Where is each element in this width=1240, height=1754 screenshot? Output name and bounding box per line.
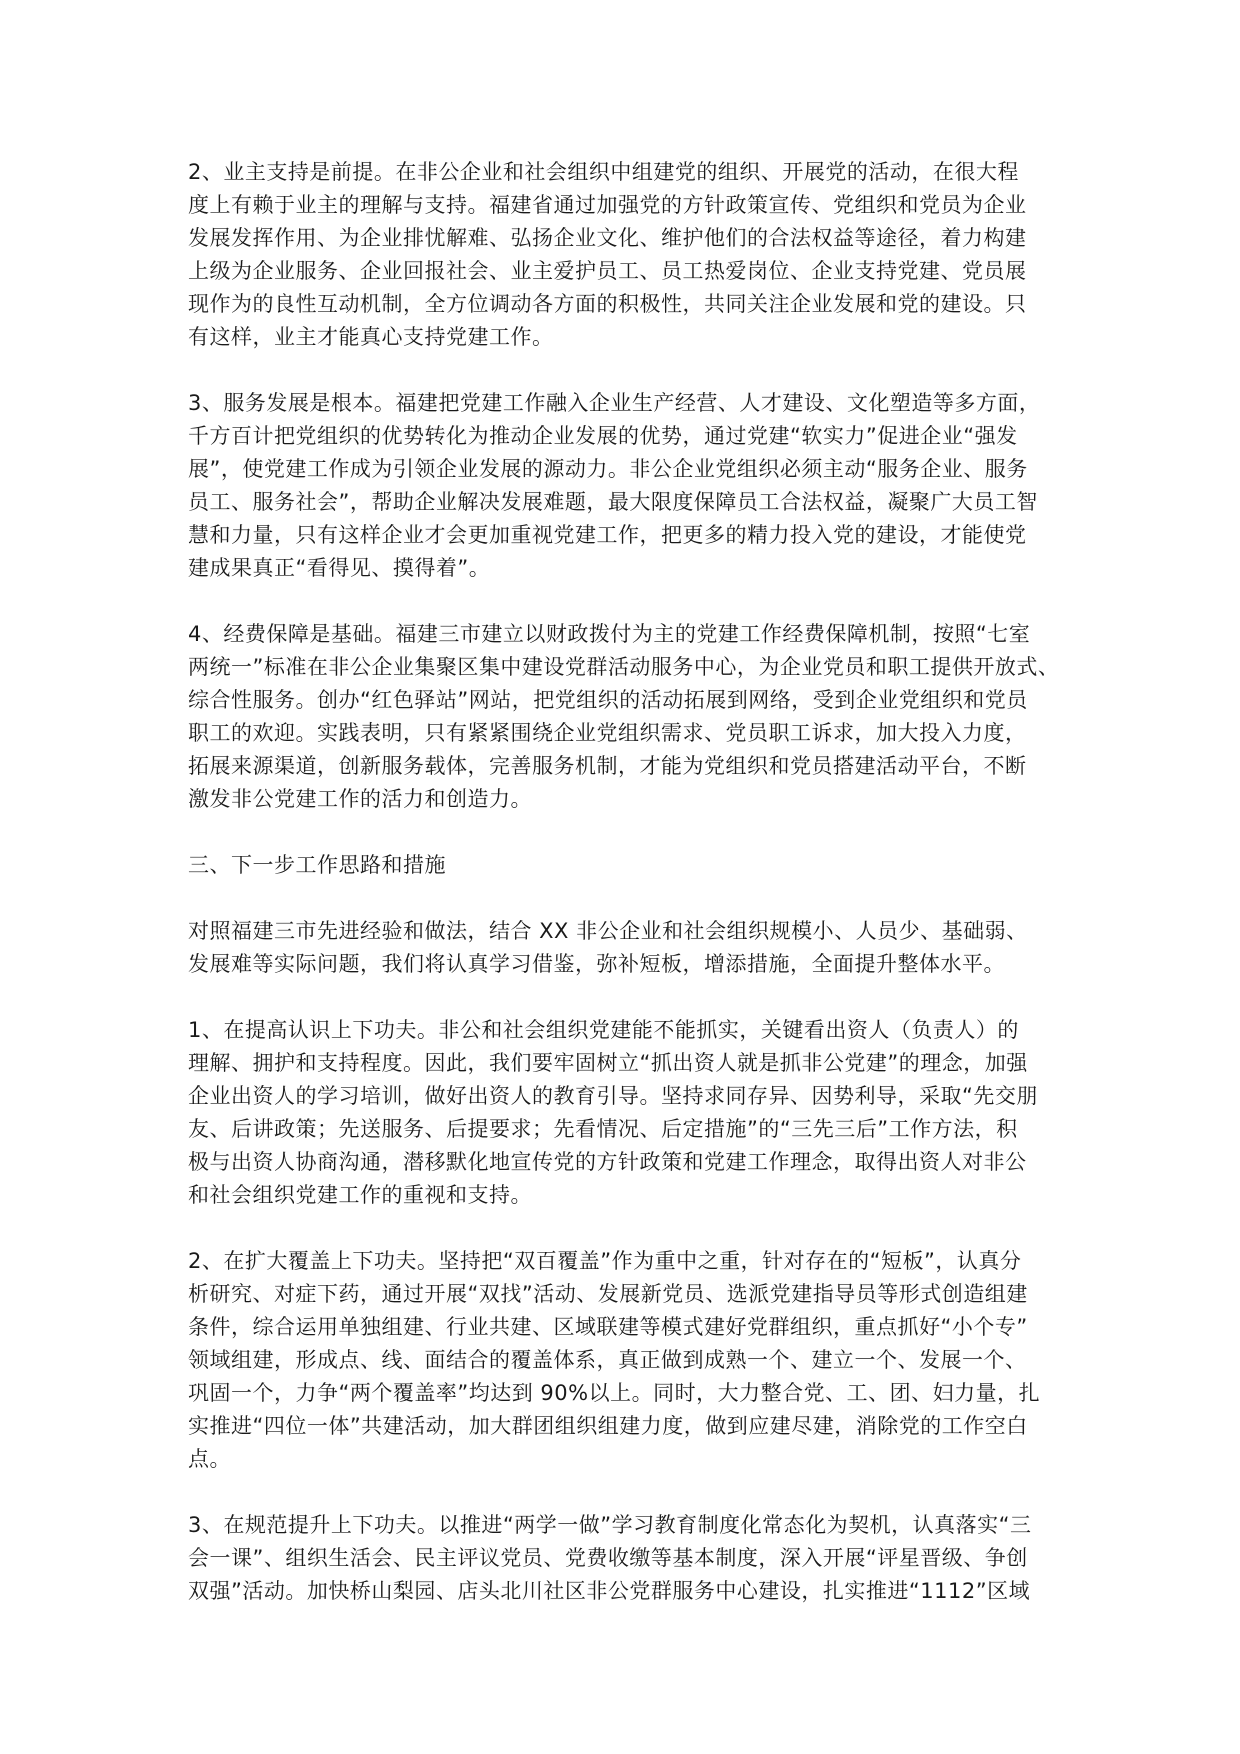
document-body xyxy=(188,156,1068,1608)
text-line: 发展发挥作用、为企业排忧解难、弘扬企业文化、维护他们的合法权益等途径，着力构建 xyxy=(188,226,1027,250)
text-line: 实推进“四位一体”共建活动，加大群团组织组建力度，做到应建尽建，消除党的工作空白 xyxy=(188,1414,1028,1438)
text-line: 对照福建三市先进经验和做法，结合 XX 非公企业和社会组织规模小、人员少、基础弱、 xyxy=(188,919,1028,943)
text-line: 2、在扩大覆盖上下功夫。坚持把“双百覆盖”作为重中之重，针对存在的“短板”，认真分 xyxy=(188,1249,1022,1273)
text-line: 慧和力量，只有这样企业才会更加重视党建工作，把更多的精力投入党的建设，才能使党 xyxy=(188,523,1027,547)
paragraph-spacer xyxy=(188,354,1068,387)
text-line: 上级为企业服务、企业回报社会、业主爱护员工、员工热爱岗位、企业支持党建、党员展 xyxy=(188,259,1027,283)
section-heading xyxy=(188,849,1068,882)
text-line: 析研究、对症下药，通过开展“双找”活动、发展新党员、选派党建指导员等形式创造组建 xyxy=(188,1282,1028,1306)
text-line: 建成果真正“看得见、摸得着”。 xyxy=(188,556,491,580)
text-line: 千方百计把党组织的优势转化为推动企业发展的优势，通过党建“软实力”促进企业“强发 xyxy=(188,424,1018,448)
paragraph-spacer xyxy=(188,585,1068,618)
text-line: 激发非公党建工作的活力和创造力。 xyxy=(188,787,532,811)
text-line: 条件，综合运用单独组建、行业共建、区域联建等模式建好党群组织，重点抓好“小个专” xyxy=(188,1315,1028,1339)
paragraph xyxy=(188,618,1068,816)
paragraph xyxy=(188,156,1068,354)
text-line: 巩固一个，力争“两个覆盖率”均达到 90%以上。同时，大力整合党、工、团、妇力量，扎 xyxy=(188,1381,1041,1405)
text-line: 3、在规范提升上下功夫。以推进“两学一做”学习教育制度化常态化为契机，认真落实“三 xyxy=(188,1513,1032,1537)
paragraph xyxy=(188,1509,1068,1608)
paragraph-spacer xyxy=(188,882,1068,915)
text-line: 会一课”、组织生活会、民主评议党员、党费收缴等基本制度，深入开展“评星晋级、争创 xyxy=(188,1546,1028,1570)
paragraph xyxy=(188,1245,1068,1476)
text-line: 员工、服务社会”，帮助企业解决发展难题，最大限度保障员工合法权益，凝聚广大员工智 xyxy=(188,490,1038,514)
paragraph-spacer xyxy=(188,981,1068,1014)
text-line: 展”，使党建工作成为引领企业发展的源动力。非公企业党组织必须主动“服务企业、服务 xyxy=(188,457,1028,481)
text-line: 1、在提高认识上下功夫。非公和社会组织党建能不能抓实，关键看出资人（负责人）的 xyxy=(188,1018,1019,1042)
text-line: 发展难等实际问题，我们将认真学习借鉴，弥补短板，增添措施，全面提升整体水平。 xyxy=(188,952,1005,976)
paragraph-spacer xyxy=(188,816,1068,849)
text-line: 领域组建，形成点、线、面结合的覆盖体系，真正做到成熟一个、建立一个、发展一个、 xyxy=(188,1348,1027,1372)
paragraph xyxy=(188,387,1068,585)
paragraph-spacer xyxy=(188,1476,1068,1509)
paragraph xyxy=(188,1014,1068,1212)
text-line: 理解、拥护和支持程度。因此，我们要牢固树立“抓出资人就是抓非公党建”的理念，加强 xyxy=(188,1051,1028,1075)
text-line: 企业出资人的学习培训，做好出资人的教育引导。坚持求同存异、因势利导，采取“先交朋 xyxy=(188,1084,1038,1108)
text-line: 职工的欢迎。实践表明，只有紧紧围绕企业党组织需求、党员职工诉求，加大投入力度， xyxy=(188,721,1027,745)
text-line: 极与出资人协商沟通，潜移默化地宣传党的方针政策和党建工作理念，取得出资人对非公 xyxy=(188,1150,1027,1174)
text-line: 现作为的良性互动机制，全方位调动各方面的积极性，共同关注企业发展和党的建设。只 xyxy=(188,292,1027,316)
text-line: 两统一”标准在非公企业集聚区集中建设党群活动服务中心，为企业党员和职工提供开放式、 xyxy=(188,655,1060,679)
text-line: 3、服务发展是根本。福建把党建工作融入企业生产经营、人才建设、文化塑造等多方面， xyxy=(188,391,1041,415)
text-line: 拓展来源渠道，创新服务载体，完善服务机制，才能为党组织和党员搭建活动平台，不断 xyxy=(188,754,1027,778)
text-line: 双强”活动。加快桥山梨园、店头北川社区非公党群服务中心建设，扎实推进“1112”区域 xyxy=(188,1579,1031,1603)
paragraph xyxy=(188,915,1068,981)
text-line: 点。 xyxy=(188,1447,231,1471)
text-line: 综合性服务。创办“红色驿站”网站，把党组织的活动拓展到网络，受到企业党组织和党员 xyxy=(188,688,1028,712)
text-line: 度上有赖于业主的理解与支持。福建省通过加强党的方针政策宣传、党组织和党员为企业 xyxy=(188,193,1027,217)
text-line: 2、业主支持是前提。在非公企业和社会组织中组建党的组织、开展党的活动，在很大程 xyxy=(188,160,1019,184)
text-line: 4、经费保障是基础。福建三市建立以财政拨付为主的党建工作经费保障机制，按照“七室 xyxy=(188,622,1031,646)
text-line: 有这样，业主才能真心支持党建工作。 xyxy=(188,325,554,349)
text-line: 三、下一步工作思路和措施 xyxy=(188,853,446,877)
text-line: 和社会组织党建工作的重视和支持。 xyxy=(188,1183,532,1207)
text-line: 友、后讲政策；先送服务、后提要求；先看情况、后定措施”的“三先三后”工作方法，积 xyxy=(188,1117,1018,1141)
paragraph-spacer xyxy=(188,1212,1068,1245)
